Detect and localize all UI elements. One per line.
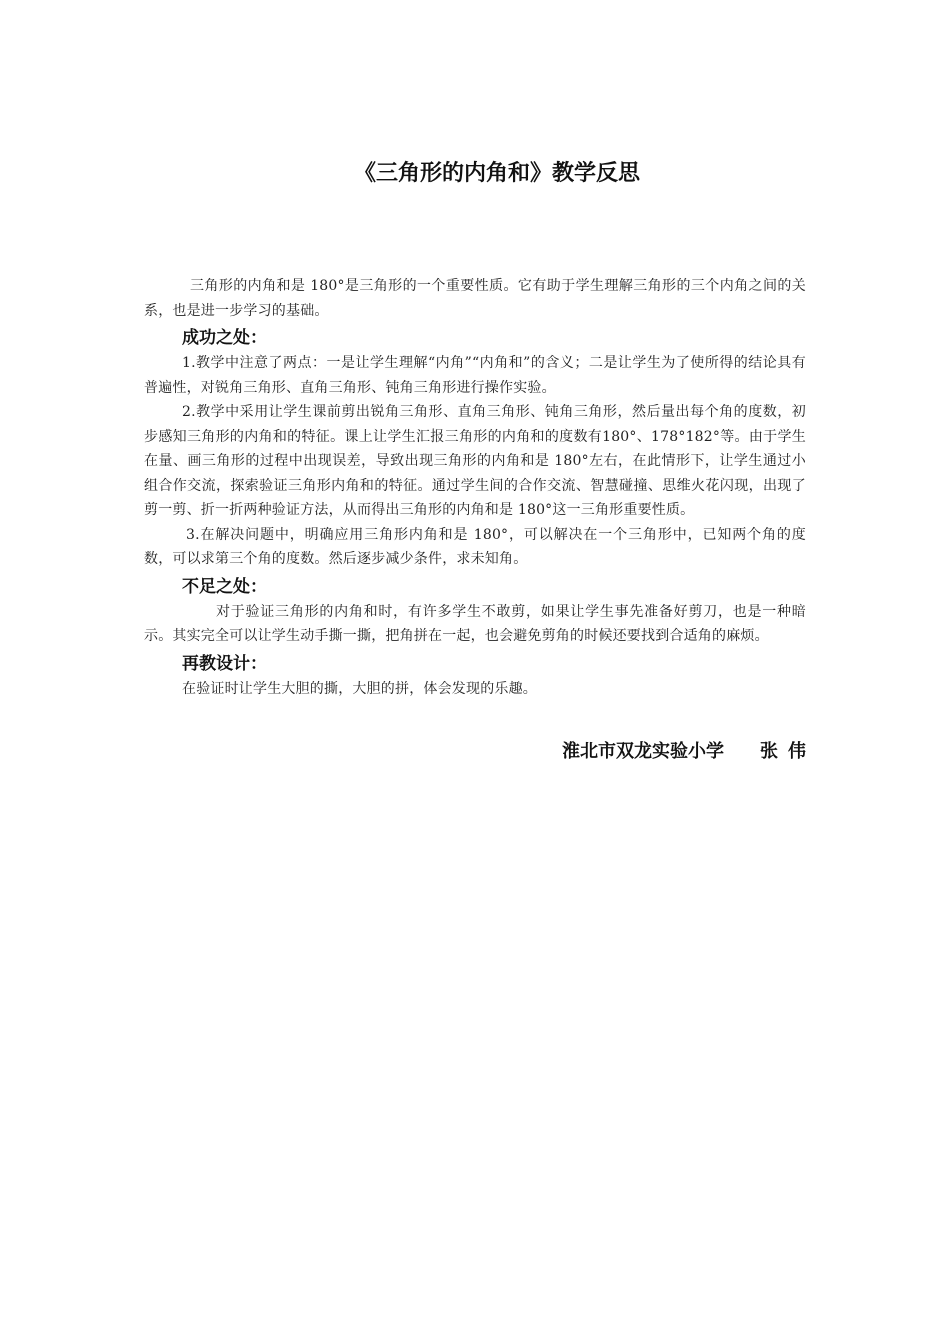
title-spacer	[144, 198, 806, 274]
success-paragraph-3: 3.在解决问题中，明确应用三角形内角和是 180°，可以解决在一个三角形中，已知两个角的度数，可以求第三个角的度数。然后逐步减少条件，求未知角。	[144, 526, 806, 567]
success-paragraph-1: 1.教学中注意了两点：一是让学生理解“内角”“内角和”的含义；二是让学生为了使所得的结论具有普遍性，对锐角三角形、直角三角形、钝角三角形进行操作实验。	[144, 355, 806, 396]
signature-line	[144, 737, 806, 767]
signature-surname: 张	[760, 741, 778, 762]
document-title: 《三角形的内角和》教学反思	[353, 161, 640, 186]
signature-school: 淮北市双龙实验小学	[562, 741, 724, 762]
shortcomings-paragraph: 对于验证三角形的内角和时，有许多学生不敢剪，如果让学生事先准备好剪刀，也是一种暗示。其实完全可以让学生动手撕一撕，把角拼在一起，也会避免剪角的时候还要找到合适角的麻烦。	[144, 603, 806, 644]
success-paragraph-2: 2.教学中采用让学生课前剪出锐角三角形、直角三角形、钝角三角形，然后量出每个角的度数，初步感知三角形的内角和的特征。课上让学生汇报三角形的内角和的度数有180°、178°182°等。由于学生在量、画三角形的过程中出现误差，导致出现三角形的内角和是 180°左右，在此情形下，让学生通过小组合作交流，探索验证三角形内角和的特征。通过学生间的合作交流、智慧碰撞、思维火花闪现，出现了剪一剪、折一折两种验证方法，从而得出三角形的内角和是 180°这一三角形重要性质。	[144, 404, 806, 518]
signature-given-name: 伟	[788, 741, 806, 762]
section-heading-success: 成功之处：	[182, 328, 267, 348]
section-heading-redesign: 再教设计：	[182, 653, 267, 674]
intro-paragraph: 三角形的内角和是 180°是三角形的一个重要性质。它有助于学生理解三角形的三个内角之间的关系，也是进一步学习的基础。	[144, 278, 806, 319]
redesign-paragraph: 在验证时让学生大胆的撕，大胆的拼，体会发现的乐趣。	[182, 680, 537, 697]
section-heading-shortcomings: 不足之处：	[182, 576, 267, 597]
document-body	[144, 150, 806, 767]
